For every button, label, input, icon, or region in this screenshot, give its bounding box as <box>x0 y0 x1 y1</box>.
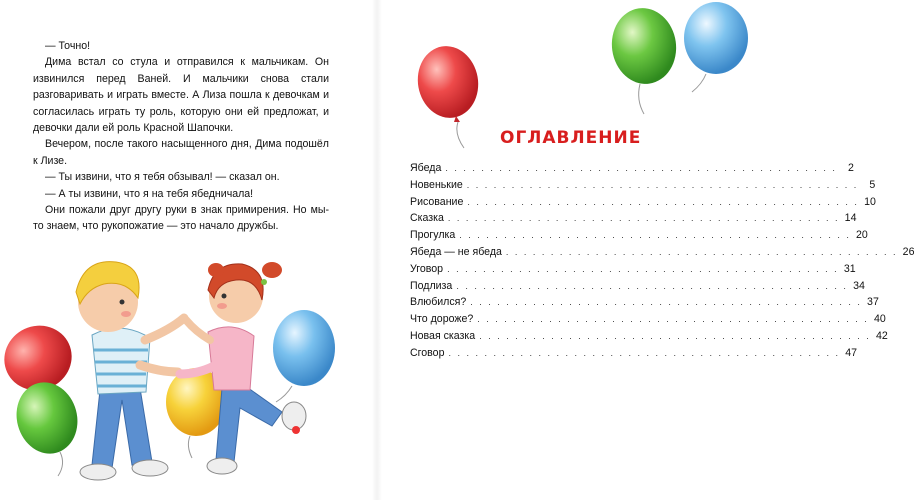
toc-entry-page: 34 <box>853 279 865 292</box>
toc-title: ОГЛАВЛЕНИЕ <box>500 128 642 148</box>
toc-entry-page: 31 <box>843 262 856 275</box>
toc-leader-dots: . . . . . . . . . . . . . . . . . . . . . . . . . . . . . . . . . . . . . . . . . . . . <box>479 330 871 341</box>
toc-entry-title: Прогулка <box>410 229 456 242</box>
toc-entry-title: Новая сказка <box>410 329 476 342</box>
toc-entry-title: Рисование <box>410 195 464 208</box>
toc-entry-page: 47 <box>845 346 858 359</box>
boy-figure <box>76 262 184 480</box>
toc-entry-page: 37 <box>867 296 879 309</box>
toc-entry-title: Подлиза <box>410 279 453 292</box>
toc-leader-dots: . . . . . . . . . . . . . . . . . . . . . . . . . . . . . . . . . . . . . . . . . . . . <box>470 297 862 308</box>
green-blue-balloons-icon <box>600 0 753 118</box>
toc-entry-title: Влюбился? <box>410 296 467 309</box>
toc-entry[interactable] <box>410 210 857 227</box>
toc-leader-dots: . . . . . . . . . . . . . . . . . . . . . . . . . . . . . . . . . . . . . . . . . . . . <box>459 230 851 241</box>
blue-balloon-icon <box>273 310 335 402</box>
red-balloon-icon <box>410 44 490 152</box>
toc-entry-page: 26 <box>902 245 914 258</box>
toc-entry[interactable] <box>410 345 858 362</box>
toc-entry-page: 10 <box>864 195 876 208</box>
toc-entry-title: Ябеда — не ябеда <box>410 245 502 258</box>
toc-entry[interactable] <box>410 244 914 261</box>
toc-entry-page: 40 <box>874 313 886 326</box>
toc-entry[interactable] <box>410 177 876 194</box>
toc-entry-title: Новенькие <box>410 178 463 191</box>
toc-entry[interactable] <box>410 311 886 328</box>
toc-leader-dots: . . . . . . . . . . . . . . . . . . . . . . . . . . . . . . . . . . . . . . . . . . . . <box>448 347 841 358</box>
story-paragraph: Вечером, после такого насыщенного дня, Дима подошёл к Лизе. <box>33 138 329 167</box>
toc-entry-page: 14 <box>844 212 857 225</box>
toc-entry-page: 20 <box>856 229 868 242</box>
toc-leader-dots: . . . . . . . . . . . . . . . . . . . . . . . . . . . . . . . . . . . . . . . . . . . . <box>466 179 859 190</box>
toc-entry[interactable] <box>410 261 856 278</box>
table-of-contents <box>410 160 914 362</box>
toc-leader-dots: . . . . . . . . . . . . . . . . . . . . . . . . . . . . . . . . . . . . . . . . . . . . <box>467 196 859 207</box>
toc-entry[interactable] <box>410 294 879 311</box>
story-paragraph: Они пожали друг другу руки в знак примирения. Но мы-то знаем, что рукопожатие — это начало дружбы. <box>33 204 329 233</box>
toc-entry-title: Сговор <box>410 346 445 359</box>
toc-entry-title: Сказка <box>410 212 444 225</box>
toc-entry-page: 5 <box>869 178 876 191</box>
page-gutter <box>372 0 382 500</box>
toc-leader-dots: . . . . . . . . . . . . . . . . . . . . . . . . . . . . . . . . . . . . . . . . . . . . <box>477 314 869 325</box>
toc-leader-dots: . . . . . . . . . . . . . . . . . . . . . . . . . . . . . . . . . . . . . . . . . . . . <box>445 163 837 173</box>
story-paragraph: — Точно! <box>45 40 91 52</box>
toc-entry[interactable] <box>410 278 865 295</box>
toc-entry-title: Ябеда <box>410 162 442 174</box>
toc-entry-title: Уговор <box>410 262 444 275</box>
toc-entry[interactable] <box>410 227 868 244</box>
toc-entry[interactable] <box>410 160 854 177</box>
story-paragraph: Дима встал со стула и отправился к мальчикам. Он извинился перед Ваней. И мальчики снова стали разговаривать и играть вместе. А Лиза пошла к девочкам и согласилась играть ту роль, которую они ей предложат, и девочки дали ей роль Красной Шапочки. <box>33 56 329 135</box>
toc-entry-page: 2 <box>847 162 854 174</box>
toc-entry-title: Что дороже? <box>410 313 474 326</box>
story-text <box>33 38 329 235</box>
toc-entry[interactable] <box>410 328 888 345</box>
toc-leader-dots: . . . . . . . . . . . . . . . . . . . . . . . . . . . . . . . . . . . . . . . . . . . . <box>505 246 898 257</box>
story-paragraph: — Ты извини, что я тебя обзывал! — сказал он. <box>45 171 280 184</box>
toc-entry-page: 42 <box>875 329 888 342</box>
green-balloon-icon <box>9 375 86 476</box>
toc-entry[interactable] <box>410 194 876 211</box>
toc-leader-dots: . . . . . . . . . . . . . . . . . . . . . . . . . . . . . . . . . . . . . . . . . . . . <box>447 213 840 224</box>
toc-leader-dots: . . . . . . . . . . . . . . . . . . . . . . . . . . . . . . . . . . . . . . . . . . . . <box>447 263 839 274</box>
children-with-balloons-illustration <box>0 240 372 500</box>
story-paragraph: — А ты извини, что я на тебя ябедничала! <box>45 187 254 200</box>
toc-leader-dots: . . . . . . . . . . . . . . . . . . . . . . . . . . . . . . . . . . . . . . . . . . . . <box>456 280 848 291</box>
